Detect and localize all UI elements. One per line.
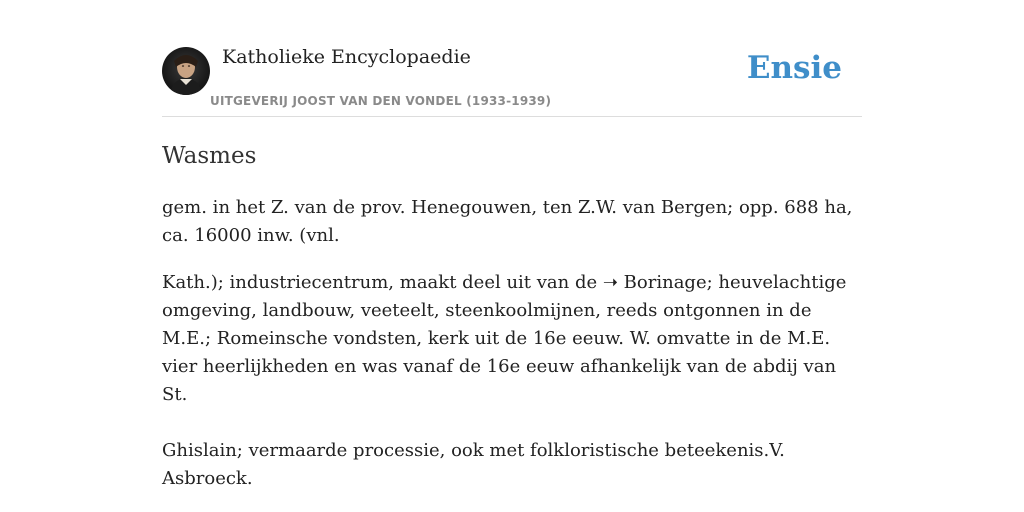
site-header (162, 0, 862, 117)
portrait-icon[interactable] (162, 47, 210, 95)
article-title: Wasmes (162, 143, 257, 169)
brand-logo-link[interactable]: Ensie (746, 50, 842, 86)
publisher-label: UITGEVERIJ JOOST VAN DEN VONDEL (1933-1939) (210, 94, 552, 108)
article-paragraph: Kath.); industriecentrum, maakt deel uit van de ➝ Borinage; heuvelachtige omgeving, landbouw, veeteelt, steenkoolmijnen, reeds ontgonnen in de M.E.; Romeinsche vondsten, kerk uit de 16e eeuw. W. omvatte in de M.E. vier heerlijkheden en was vanaf de 16e eeuw afhankelijk van de abdij van St. (162, 272, 847, 405)
site-title[interactable]: Katholieke Encyclopaedie (222, 46, 471, 68)
article-paragraph: Ghislain; vermaarde processie, ook met folkloristische beteekenis.V. Asbroeck. (162, 440, 785, 489)
page (162, 0, 862, 493)
article-paragraph: gem. in het Z. van de prov. Henegouwen, ten Z.W. van Bergen; opp. 688 ha, ca. 16000 inw. (vnl. (162, 197, 853, 246)
